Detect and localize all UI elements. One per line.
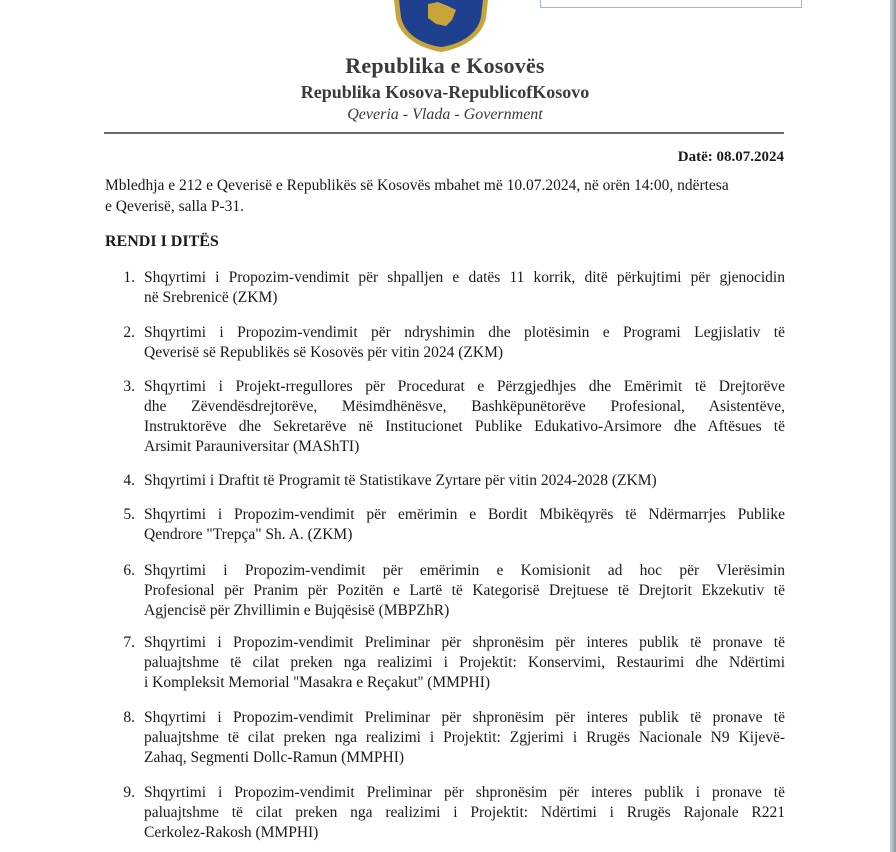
- agenda-item-line: Shqyrtimi i Projekt-rregullores për Procedurat e Përzgjedhjes dhe Emërimit të Drejtorëve: [144, 378, 785, 395]
- document-date: Datë: 08.07.2024: [677, 149, 784, 165]
- agenda-item-line: paluajtshme të cilat preken nga realizimi i Projektit: Konservimi, Restaurimi dhe Ndërtimi: [144, 654, 785, 671]
- agenda-item-text: [144, 377, 785, 457]
- agenda-item: [105, 377, 785, 457]
- agenda-item-line: Instruktorëve dhe Sekretarëve në Institucionet Publike Edukativo-Arsimore dhe Aftësues të: [144, 418, 785, 435]
- agenda-item-line: Shqyrtimi i Propozim-vendimit për ndryshimin dhe plotësimin e Programi Legjislativ të: [144, 324, 785, 341]
- agenda-item-text: [144, 783, 785, 843]
- agenda-item-text: [144, 708, 785, 768]
- agenda-item-number: 6.: [123, 562, 135, 579]
- agenda-item-line: Shqyrtimi i Propozim-vendimit për shpalljen e datës 11 korrik, ditë përkujtimi për gjenocidin: [144, 269, 785, 286]
- agenda-item-line: Qendrore "Trepça" Sh. A. (ZKM): [144, 526, 353, 543]
- agenda-item-line: paluajtshme të cilat preken nga realizimi i Projektit: Zgjerimi i Rrugës Nacionale N9 Kijevë-: [144, 729, 785, 746]
- agenda-item-number: 3.: [123, 378, 135, 395]
- agenda-item-line: në Srebrenicë (ZKM): [144, 289, 278, 306]
- agenda-item-line: paluajtshme të cilat preken nga realizimi i Projektit: Ndërtimi i Rrugës Rajonale R221: [144, 804, 785, 821]
- agenda-item-line: Shqyrtimi i Propozim-vendimit Preliminar për shpronësim për interes publik të pronave të: [144, 634, 785, 651]
- agenda-item-number: 5.: [123, 506, 135, 523]
- agenda-item: [105, 268, 785, 308]
- agenda-item-line: Shqyrtimi i Propozim-vendimit për emërimin e Komisionit ad hoc për Vlerësimin: [144, 562, 785, 579]
- agenda-item-number: 8.: [123, 709, 135, 726]
- government-line: Qeveria - Vlada - Government: [347, 106, 543, 123]
- agenda-item-line: Profesional për Pranim për Pozitën e Lartë të Kategorisë Drejtuese të Drejtorit Ekzekutiv të: [144, 582, 785, 599]
- agenda-item: [105, 505, 785, 545]
- agenda-item-number: 9.: [123, 784, 135, 801]
- agenda-item-text: [144, 633, 785, 693]
- agenda-title: RENDI I DITËS: [105, 233, 219, 250]
- agenda-item: [105, 561, 785, 621]
- page-edge: [890, 0, 896, 852]
- agenda-item-number: 1.: [123, 269, 135, 286]
- agenda-item-line: Shqyrtimi i Propozim-vendimit Preliminar për shpronësim për interes publik të pronave të: [144, 709, 785, 726]
- stamp-box: [540, 0, 802, 8]
- agenda-item-number: 2.: [123, 324, 135, 341]
- coat-of-arms-emblem: [392, 0, 490, 52]
- intro-line: Mbledhja e 212 e Qeverisë e Republikës së Kosovës mbahet më 10.07.2024, në orën 14:00, ndërtesa: [105, 177, 729, 194]
- agenda-item-line: i Kompleksit Memorial ''Masakra e Reçakut'' (MMPHI): [144, 674, 491, 691]
- agenda-item-line: Shqyrtimi i Propozim-vendimit Preliminar për shpronësim për interes publik i pronave të: [144, 784, 785, 801]
- agenda-item: [105, 471, 785, 491]
- agenda-item-text: [144, 268, 785, 308]
- agenda-item-number: 4.: [123, 472, 135, 489]
- agenda-item-line: Arsimit Parauniversitar (MAShTI): [144, 438, 360, 455]
- agenda-item: [105, 323, 785, 363]
- agenda-item-line: dhe Zëvendësdrejtorëve, Mësimdhënësve, Bashkëpunëtorëve Profesional, Asistentëve,: [144, 398, 785, 415]
- agenda-item: [105, 708, 785, 768]
- agenda-item-text: [144, 505, 785, 545]
- agenda-item-line: Qeverisë së Republikës së Kosovës për vitin 2024 (ZKM): [144, 344, 504, 361]
- agenda-item-text: [144, 471, 785, 491]
- agenda-item: [105, 633, 785, 693]
- agenda-item-text: [144, 323, 785, 363]
- agenda-item-line: Cerkolez-Rakosh (MMPHI): [144, 824, 319, 841]
- agenda-item-line: Shqyrtimi i Propozim-vendimit për emërimin e Bordit Mbikëqyrës të Ndërmarrjes Publike: [144, 506, 785, 523]
- document-header: [0, 52, 890, 126]
- meeting-intro: [105, 175, 785, 217]
- header-divider: [104, 132, 784, 134]
- agenda-item-number: 7.: [123, 634, 135, 651]
- agenda-item-line: Zahaq, Segmenti Dollc-Ramun (MMPHI): [144, 749, 405, 766]
- intro-line: e Qeverisë, salla P-31.: [105, 198, 245, 215]
- agenda-item-line: Agjencisë për Zhvillimin e Bujqësisë (MBPZhR): [144, 602, 450, 619]
- agenda-item-text: [144, 561, 785, 621]
- republic-subtitle: Republika Kosova-RepublicofKosovo: [300, 82, 590, 102]
- republic-title: Republika e Kosovës: [345, 53, 545, 78]
- agenda-item: [105, 783, 785, 843]
- agenda-item-line: Shqyrtimi i Draftit të Programit të Statistikave Zyrtare për vitin 2024-2028 (ZKM): [144, 472, 657, 489]
